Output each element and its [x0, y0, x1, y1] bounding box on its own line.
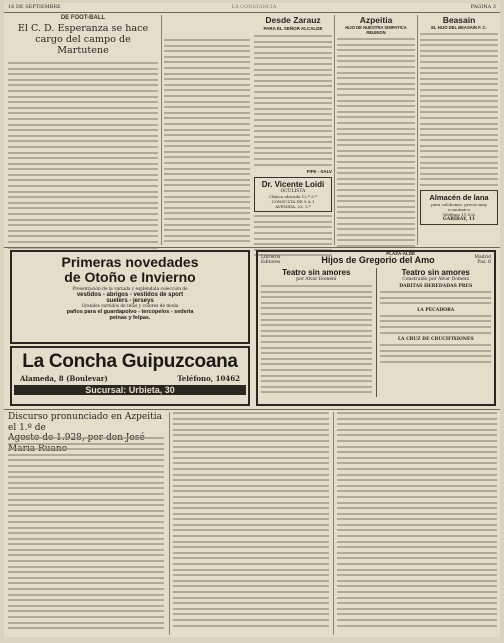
newspaper-page [4, 3, 500, 637]
concha-ad [10, 250, 250, 344]
gregorio-street: Paz, 6 [477, 260, 491, 265]
concha-sub3: sueters - jerseys [106, 298, 154, 304]
concha-sub4: Grandes surtidos de telas y colores de moda [81, 304, 179, 309]
header-masthead: LA CONSTANCIA [231, 4, 277, 10]
almacen-line1: para colchones, precio muy [431, 201, 487, 207]
football-headline-line1: El C. D. Esperanza se hace [17, 23, 149, 34]
gregorio-right-title: Teatro sin amores [401, 268, 470, 277]
azpeitia-subtitle2: REUNION [366, 30, 386, 35]
concha-contact [14, 374, 246, 383]
gregorio-name: Hijos de Gregorio del Amo [321, 255, 435, 265]
beasain-column [420, 15, 498, 245]
azpeitia-title: Azpeitia [359, 15, 393, 25]
doctor-line2: CONSULTA DE 9 A 1 [271, 199, 315, 205]
azpeitia-subtitle1: HIJO DE NUESTRA SIMPATICA [345, 25, 407, 30]
concha-sub1: Presentación de la variada y espléndida colección de [72, 287, 188, 292]
doctor-line3: AVENIDA, 23, 2.º [275, 204, 311, 210]
concha-address: Alameda, 8 (Boulevar) [20, 374, 108, 383]
beasain-subtitle: EL HIJO DEL BEASAIN F. C. [431, 25, 487, 30]
almacen-addr: GARIBAY, 11 [442, 216, 476, 222]
gregorio-ad [256, 250, 496, 406]
almacen-line2: económico [448, 206, 470, 212]
concha-headline1: Primeras novedades [61, 254, 199, 270]
zarauz-title: Desde Zarauz [265, 15, 321, 25]
gregorio-left-author: por Alvar Domeni [296, 277, 337, 282]
header-page-number: PAGINA 3 [470, 4, 496, 10]
gregorio-right-col [380, 268, 491, 397]
concha-sub5: paños para el guardapolvo - tercopelos - sederia [66, 309, 194, 315]
gregorio-list3: LA CRUZ DE CRUCIFIXIONES [397, 337, 474, 343]
speech-col1 [8, 437, 164, 635]
speech-col2 [173, 412, 329, 635]
football-headline [8, 23, 158, 56]
gregorio-left-col [261, 268, 372, 397]
almacen-ad [420, 190, 498, 225]
beasain-title: Beasain [442, 15, 476, 25]
zarauz-subtitle: PARA EL SEÑOR ALCALDE [263, 26, 323, 31]
concha-sub2: vestidos - abrigos - vestidos de sport [76, 292, 184, 298]
speech-col3 [337, 412, 497, 635]
concha-branch: Sucursal: Urbieta, 30 [14, 385, 246, 395]
concha-headline2: de Otoño e Invierno [64, 269, 196, 285]
football-headline-line2: cargo del campo de Martutene [35, 34, 131, 56]
zarauz-column [254, 15, 332, 245]
gregorio-city: Madrid [474, 255, 491, 260]
gregorio-list1: DABITAS HEREDADAS PRES [399, 284, 473, 289]
doctor-line1: Clínica ubicada 12.º-3.º [269, 194, 317, 200]
speech-title-line1: Discurso pronunciado en Azpeitia el 1.º de [8, 412, 162, 433]
football-section-label: DE FOOT-BALL [60, 15, 106, 21]
almacen-phone: Teléfono 11-532 [442, 211, 476, 217]
doctor-name: Dr. Vicente Loidi [261, 180, 325, 190]
concha-phone: Teléfono, 10462 [177, 374, 240, 383]
gregorio-header [261, 255, 491, 265]
almacen-title: Almacén de lana [429, 192, 489, 202]
gregorio-list2: LA PECADORA [417, 307, 455, 313]
gregorio-location [467, 255, 491, 265]
zarauz-signature: FIFE - SALV [306, 169, 332, 175]
azpeitia-column [337, 15, 415, 256]
football-column [8, 15, 158, 245]
football-body [8, 62, 158, 249]
concha-sub6: peinas y felpas. [109, 315, 151, 321]
gregorio-columns [261, 268, 491, 397]
azpeitia-signature: PLAZA-ALDE [386, 250, 415, 256]
doctor-ad [254, 177, 332, 212]
doctor-specialty: OCULISTA [280, 189, 306, 195]
gregorio-top-left: Libreros Editores [261, 255, 281, 265]
header-date: 16 DE SEPTIEMBRE [8, 4, 61, 10]
page-header [4, 3, 500, 13]
gregorio-right-sub: Construido por Alvar Domeni [402, 277, 470, 282]
concha-store-name: La Concha Guipuzcoana [22, 351, 238, 372]
football-continued [164, 39, 250, 245]
concha-name-box [10, 346, 250, 406]
gregorio-left-title: Teatro sin amores [282, 268, 351, 277]
